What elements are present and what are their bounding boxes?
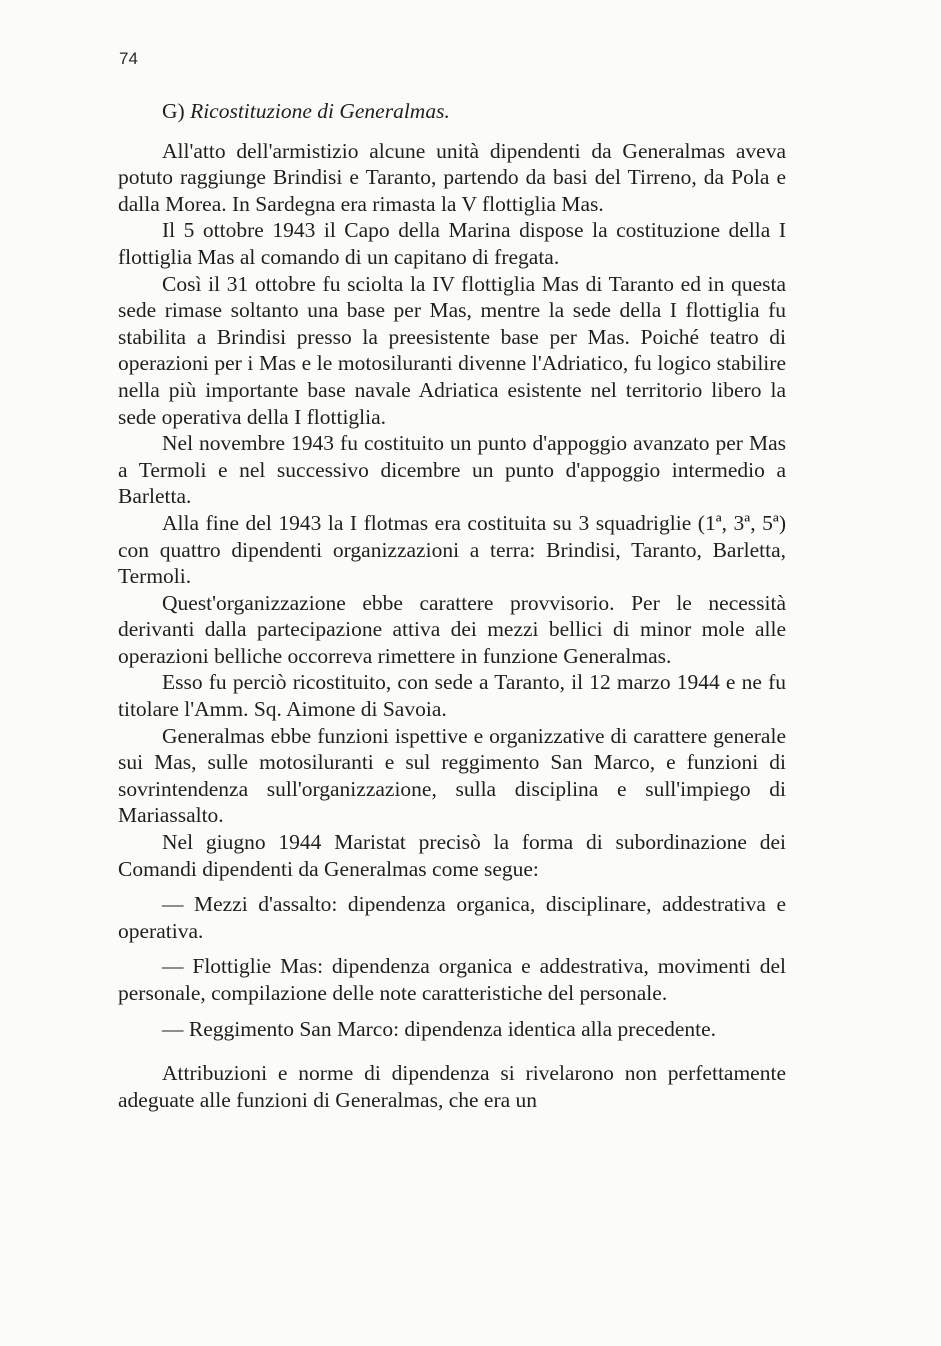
section-title: Ricostituzione di Generalmas.: [190, 99, 450, 123]
paragraph: Il 5 ottobre 1943 il Capo della Marina dispose la costituzione della I flottiglia Mas al comando di un capitano di fregata.: [118, 218, 786, 269]
section-heading: [118, 98, 786, 125]
list-item: — Flottiglie Mas: dipendenza organica e addestrativa, movimenti del personale, compilazione delle note caratteristiche del personale.: [118, 954, 786, 1005]
body-text: [118, 98, 786, 1113]
paragraph: Così il 31 ottobre fu sciolta la IV flottiglia Mas di Taranto ed in questa sede rimase soltanto una base per Mas, mentre la sede della I flottiglia fu stabilita a Brindisi presso la preesistente base per Mas. Poiché teatro di operazioni per i Mas e le motosiluranti divenne l'Adriatico, fu logico stabilire nella più importante base navale Adriatica esistente nel territorio libero la sede operativa della I flottiglia.: [118, 271, 786, 429]
list-item: — Mezzi d'assalto: dipendenza organica, disciplinare, addestrativa e operativa.: [118, 892, 786, 943]
paragraph: Nel giugno 1944 Maristat precisò la forma di subordinazione dei Comandi dipendenti da Generalmas come segue:: [118, 830, 786, 881]
page-number: 74: [119, 49, 138, 68]
paragraph: Esso fu perciò ricostituito, con sede a Taranto, il 12 marzo 1944 e ne fu titolare l'Amm. Sq. Aimone di Savoia.: [118, 670, 786, 722]
paragraph: Generalmas ebbe funzioni ispettive e organizzative di carattere generale sui Mas, sulle motosiluranti e sul reggimento San Marco, e funzioni di sovrintendenza sull'organizzazione, sulla disciplina e sull'impiego di Mariassalto.: [118, 723, 786, 828]
closing-paragraph: Attribuzioni e norme di dipendenza si rivelarono non perfettamente adeguate alle funzioni di Generalmas, che era un: [118, 1061, 786, 1112]
paragraph: Quest'organizzazione ebbe carattere provvisorio. Per le necessità derivanti dalla partecipazione attiva dei mezzi bellici di minor mole alle operazioni belliche occorreva rimettere in funzione Generalmas.: [118, 590, 786, 668]
section-label: G): [162, 99, 185, 123]
paragraph: All'atto dell'armistizio alcune unità dipendenti da Generalmas aveva potuto raggiunge Brindisi e Taranto, partendo da basi del Tirreno, da Pola e dalla Morea. In Sardegna era rimasta la V flottiglia Mas.: [118, 138, 786, 216]
paragraph: Nel novembre 1943 fu costituito un punto d'appoggio avanzato per Mas a Termoli e nel successivo dicembre un punto d'appoggio intermedio a Barletta.: [118, 431, 786, 509]
list-item: — Reggimento San Marco: dipendenza identica alla precedente.: [162, 1016, 717, 1041]
paragraph: Alla fine del 1943 la I flotmas era costituita su 3 squadriglie (1ª, 3ª, 5ª) con quattro dipendenti organizzazioni a terra: Brindisi, Taranto, Barletta, Termoli.: [118, 510, 786, 589]
